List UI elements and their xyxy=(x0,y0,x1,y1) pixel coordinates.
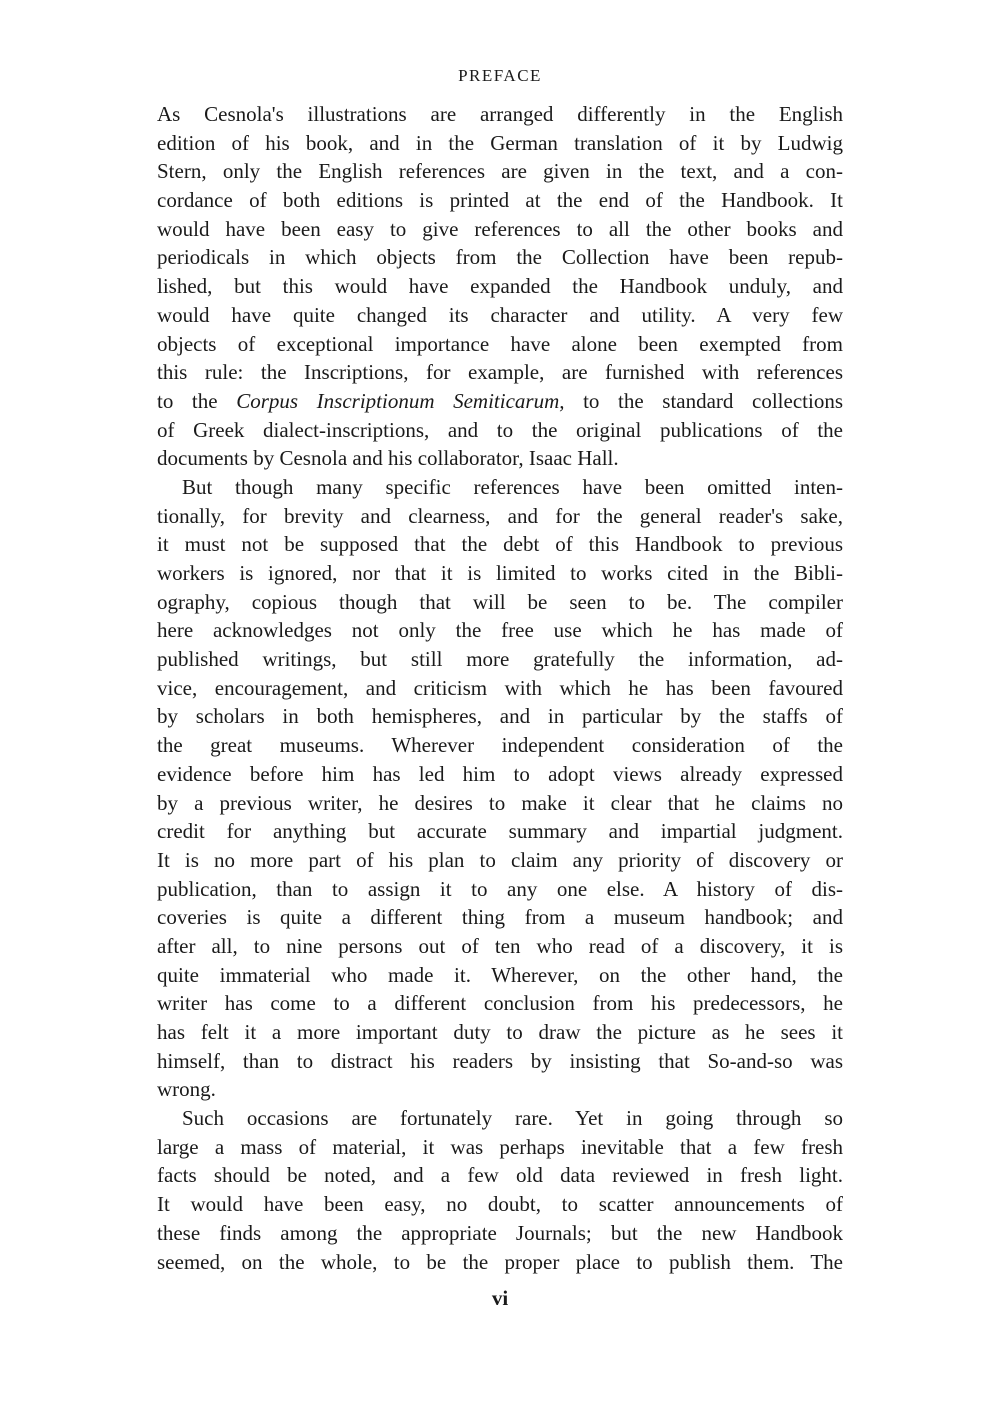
text-line xyxy=(157,674,843,703)
text-segment: Such occasions are fortunately rare. Yet in going through so xyxy=(182,1106,843,1131)
text-segment: large a mass of material, it was perhaps inevitable that a few fresh xyxy=(157,1134,843,1159)
text-segment: it must not be supposed that the debt of this Handbook to previous xyxy=(157,532,843,557)
text-segment: objects of exceptional importance have alone been exempted from xyxy=(157,331,843,356)
text-line xyxy=(157,789,843,818)
text-segment: himself, than to distract his readers by insisting that So-and-so was xyxy=(157,1048,843,1073)
text-segment: would have been easy to give references to all the other books and xyxy=(157,216,843,241)
text-line xyxy=(157,588,843,617)
text-line xyxy=(157,1190,843,1219)
text-segment: documents by Cesnola and his collaborator, Isaac Hall. xyxy=(157,446,619,471)
text-line xyxy=(157,530,843,559)
text-segment: It is no more part of his plan to claim any priority of discovery or xyxy=(157,847,843,872)
text-segment: by scholars in both hemispheres, and in particular by the staffs of xyxy=(157,704,843,729)
text-segment: quite immaterial who made it. Wherever, on the other hand, the xyxy=(157,962,843,987)
text-line xyxy=(157,1219,843,1248)
text-segment: here acknowledges not only the free use which he has made of xyxy=(157,618,843,643)
preface-body-text xyxy=(157,100,843,1276)
text-line xyxy=(157,330,843,359)
text-segment: lished, but this would have expanded the Handbook unduly, and xyxy=(157,274,843,299)
text-segment: evidence before him has led him to adopt views already expressed xyxy=(157,761,843,786)
text-segment: facts should be noted, and a few old data reviewed in fresh light. xyxy=(157,1163,843,1188)
text-line xyxy=(157,1248,843,1277)
text-line xyxy=(157,186,843,215)
text-line xyxy=(157,358,843,387)
text-line xyxy=(157,760,843,789)
page-number: vi xyxy=(491,1286,509,1310)
text-segment: to the xyxy=(157,388,237,413)
text-segment: cordance of both editions is printed at the end of the Handbook. It xyxy=(157,188,843,213)
text-segment: ography, copious though that will be seen to be. The compiler xyxy=(157,589,843,614)
text-line xyxy=(157,1133,843,1162)
text-line xyxy=(157,731,843,760)
text-segment: after all, to nine persons out of ten who read of a discovery, it is xyxy=(157,933,843,958)
text-segment: It would have been easy, no doubt, to scatter announcements of xyxy=(157,1192,843,1217)
text-line xyxy=(157,387,843,416)
text-line xyxy=(157,272,843,301)
text-line xyxy=(157,846,843,875)
text-segment: workers is ignored, nor that it is limited to works cited in the Bibli- xyxy=(157,561,843,585)
text-segment: seemed, on the whole, to be the proper place to publish them. The xyxy=(157,1249,843,1274)
text-segment: vice, encouragement, and criticism with which he has been favoured xyxy=(157,675,843,700)
text-segment: But though many specific references have been omitted inten- xyxy=(182,474,843,499)
running-header: PREFACE xyxy=(458,66,542,85)
text-segment: edition of his book, and in the German translation of it by Ludwig xyxy=(157,130,843,155)
text-line xyxy=(157,100,843,129)
text-line xyxy=(157,1018,843,1047)
text-segment: writer has come to a different conclusion from his predecessors, he xyxy=(157,991,843,1016)
text-line xyxy=(157,875,843,904)
text-line xyxy=(157,702,843,731)
text-line xyxy=(157,301,843,330)
text-segment: to the standard collections xyxy=(564,388,843,413)
text-segment: the great museums. Wherever independent consideration of the xyxy=(157,733,843,758)
text-line xyxy=(157,129,843,158)
text-line xyxy=(157,961,843,990)
text-line xyxy=(157,903,843,932)
text-segment: credit for anything but accurate summary and impartial judgment. xyxy=(157,819,843,844)
text-segment: this rule: the Inscriptions, for example, are furnished with references xyxy=(157,360,843,385)
text-segment: tionally, for brevity and clearness, and for the general reader's sake, xyxy=(157,503,843,528)
text-line xyxy=(157,157,843,186)
text-line xyxy=(157,989,843,1018)
text-line xyxy=(157,473,843,502)
text-segment: periodicals in which objects from the Collection have been repub- xyxy=(157,245,843,270)
text-line xyxy=(157,559,843,588)
text-segment: coveries is quite a different thing from a museum handbook; and xyxy=(157,905,843,930)
text-line xyxy=(157,243,843,272)
italic-title: Corpus Inscriptionum Semiticarum, xyxy=(236,388,565,413)
text-line xyxy=(157,1104,843,1133)
text-line xyxy=(157,1075,843,1104)
text-segment: published writings, but still more gratefully the information, ad- xyxy=(157,647,843,672)
text-segment: publication, than to assign it to any one else. A history of dis- xyxy=(157,876,843,901)
text-line xyxy=(157,1047,843,1076)
text-segment: by a previous writer, he desires to make it clear that he claims no xyxy=(157,790,843,815)
text-segment: wrong. xyxy=(157,1077,216,1102)
text-segment: Stern, only the English references are given in the text, and a con- xyxy=(157,159,843,184)
text-segment: of Greek dialect-inscriptions, and to the original publications of the xyxy=(157,417,843,442)
text-line xyxy=(157,444,843,473)
text-line xyxy=(157,416,843,445)
text-line xyxy=(157,932,843,961)
text-segment: these finds among the appropriate Journals; but the new Handbook xyxy=(157,1220,843,1245)
text-segment: would have quite changed its character and utility. A very few xyxy=(157,302,843,327)
text-line xyxy=(157,215,843,244)
text-line xyxy=(157,645,843,674)
text-line xyxy=(157,817,843,846)
text-line xyxy=(157,502,843,531)
text-line xyxy=(157,1161,843,1190)
text-segment: As Cesnola's illustrations are arranged differently in the English xyxy=(157,102,843,126)
text-line xyxy=(157,616,843,645)
text-segment: has felt it a more important duty to draw the picture as he sees it xyxy=(157,1020,843,1044)
